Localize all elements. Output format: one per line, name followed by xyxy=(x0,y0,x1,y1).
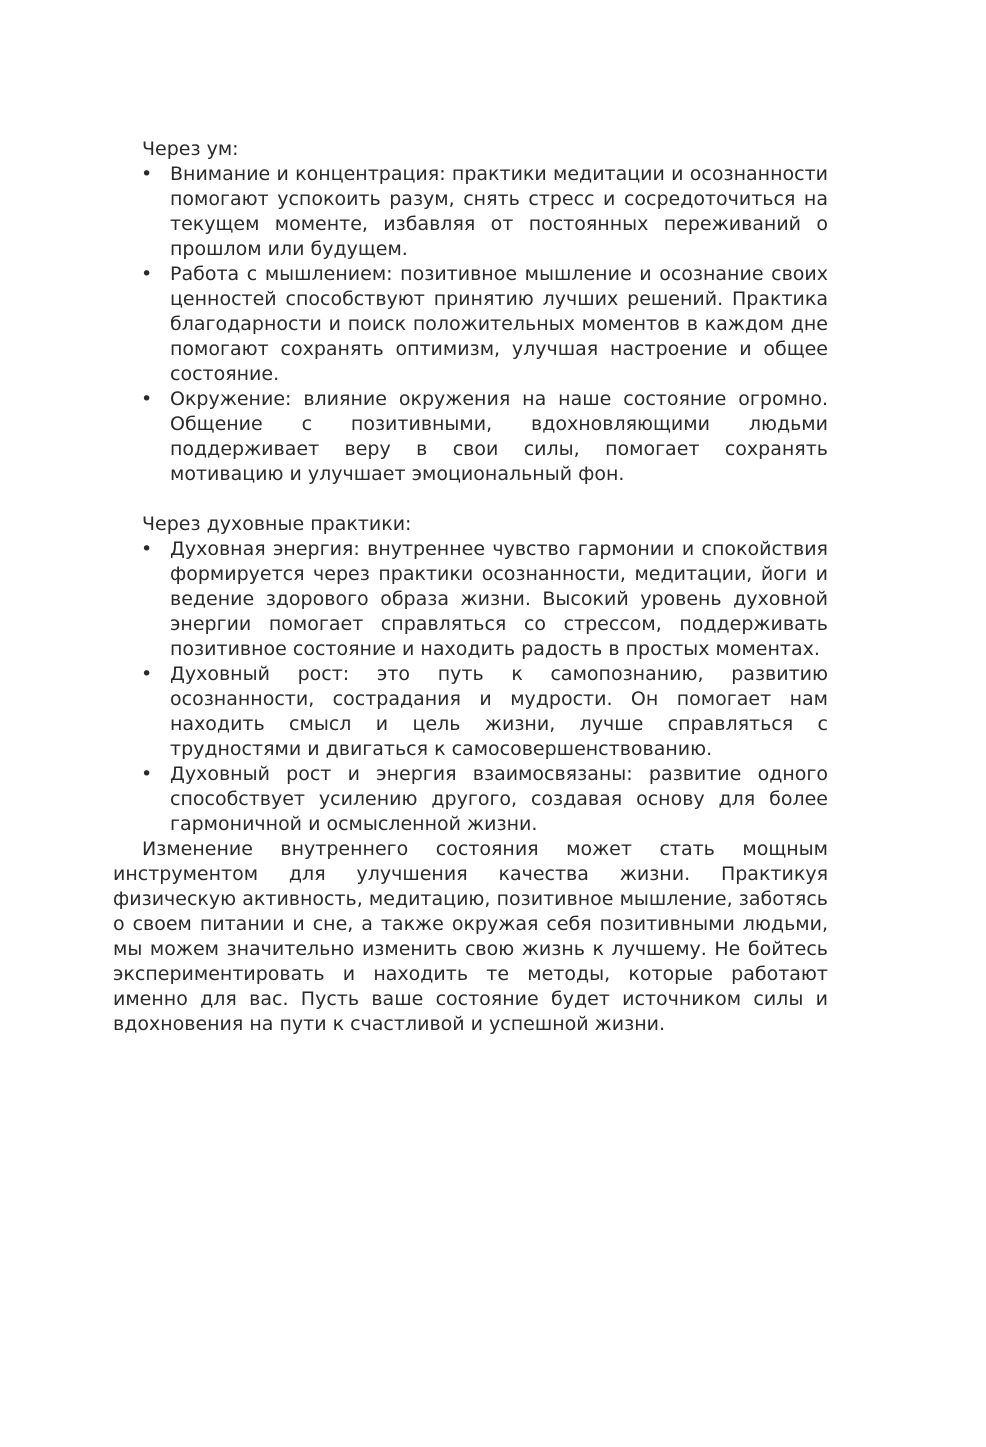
section-heading-spirit: Через духовные практики: xyxy=(142,513,412,535)
bullet-icon: • xyxy=(141,663,153,685)
bullet-icon: • xyxy=(141,538,153,560)
list-item-text: Внимание и концентрация: практики медитации и осознанности помогают успокоить разум, снять стресс и сосредоточиться на текущем моменте, избавляя от постоянных переживаний о прошлом или будущем. xyxy=(170,163,828,260)
bullet-list-mind xyxy=(113,162,828,487)
list-item-text: Окружение: влияние окружения на наше состояние огромно. Общение с позитивными, вдохновляющими людьми поддерживает веру в свои силы, помогает сохранять мотивацию и улучшает эмоциональный фон. xyxy=(170,388,828,485)
list-item-spiritual-growth xyxy=(113,662,828,762)
list-item-attention xyxy=(113,162,828,262)
page-body xyxy=(113,137,828,1037)
bullet-list-spirit xyxy=(113,537,828,837)
list-item-text: Духовный рост и энергия взаимосвязаны: развитие одного способствует усилению другого, создавая основу для более гармоничной и осмысленной жизни. xyxy=(170,763,828,835)
list-item-text: Духовный рост: это путь к самопознанию, развитию осознанности, сострадания и мудрости. Он помогает нам находить смысл и цель жизни, лучше справляться с трудностями и двигаться к самосовершенствованию. xyxy=(170,663,828,760)
section-spacer xyxy=(113,487,828,512)
bullet-icon: • xyxy=(141,163,153,185)
bullet-icon: • xyxy=(141,763,153,785)
list-item-text: Духовная энергия: внутреннее чувство гармонии и спокойствия формируется через практики осознанности, медитации, йоги и ведение здорового образа жизни. Высокий уровень духовной энергии помогает справляться со стрессом, поддерживать позитивное состояние и находить радость в простых моментах. xyxy=(170,538,828,660)
bullet-icon: • xyxy=(141,263,153,285)
closing-paragraph: Изменение внутреннего состояния может стать мощным инструментом для улучшения качества жизни. Практикуя физическую активность, медитацию, позитивное мышление, заботясь о своем питании и сне, а также окружая себя позитивными людьми, мы можем значительно изменить свою жизнь к лучшему. Не бойтесь экспериментировать и находить те методы, которые работают именно для вас. Пусть ваше состояние будет источником силы и вдохновения на пути к счастливой и успешной жизни. xyxy=(113,838,828,1035)
list-item-growth-energy-link xyxy=(113,762,828,837)
bullet-icon: • xyxy=(141,388,153,410)
list-item-environment xyxy=(113,387,828,487)
section-heading-mind: Через ум: xyxy=(142,138,239,160)
list-item-text: Работа с мышлением: позитивное мышление и осознание своих ценностей способствуют принятию лучших решений. Практика благодарности и поиск положительных моментов в каждом дне помогают сохранять оптимизм, улучшая настроение и общее состояние. xyxy=(170,263,828,385)
list-item-thinking xyxy=(113,262,828,387)
list-item-spiritual-energy xyxy=(113,537,828,662)
